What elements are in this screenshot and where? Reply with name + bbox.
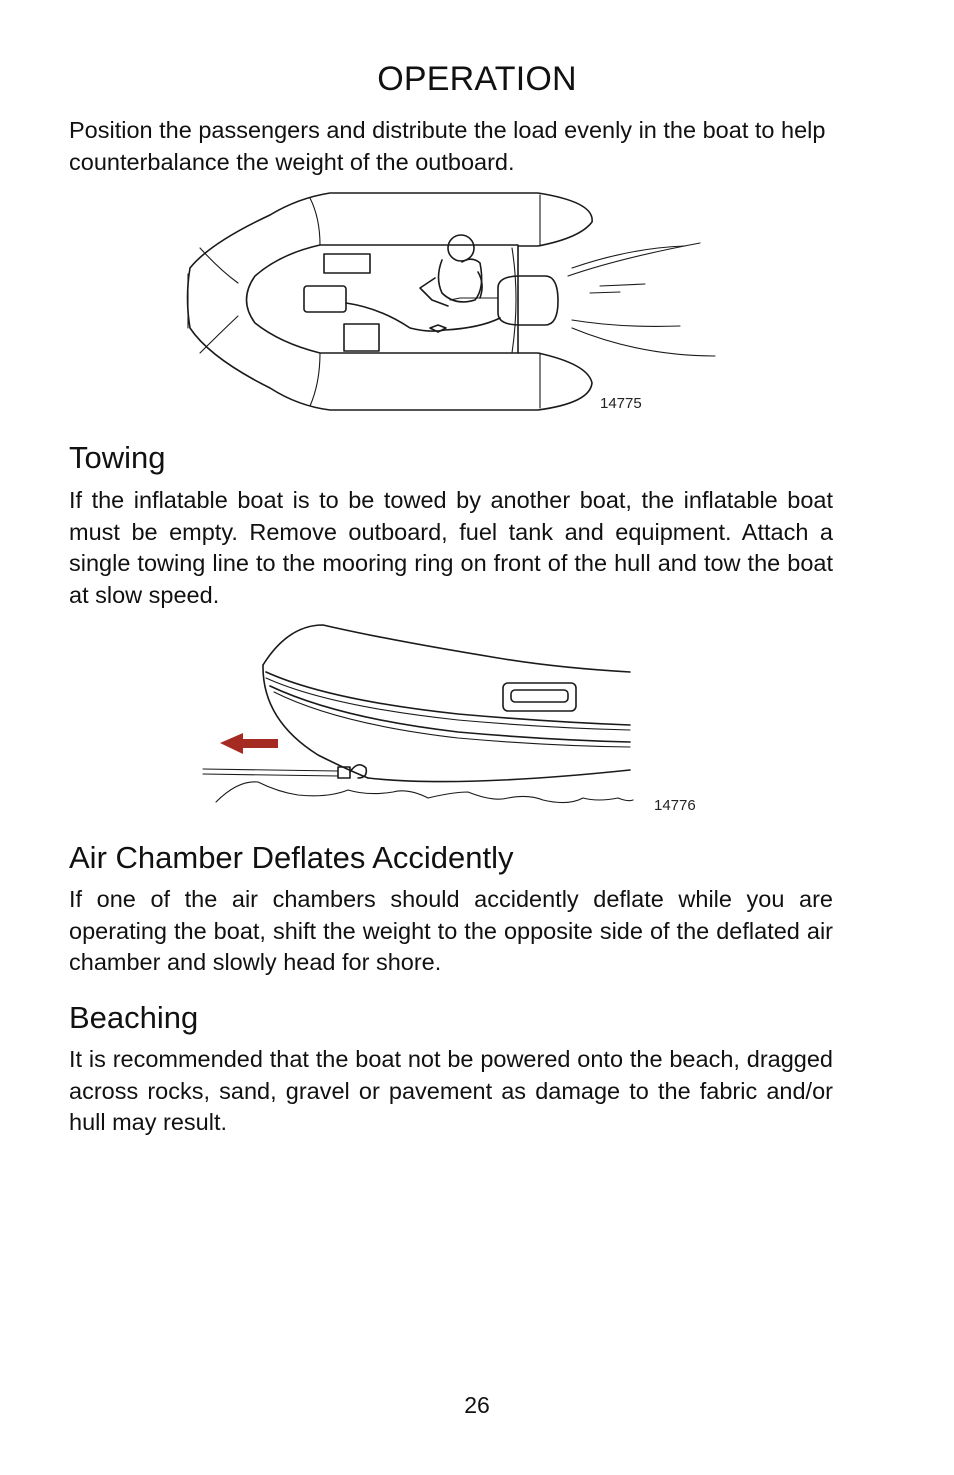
intro-paragraph: Position the passengers and distribute the load evenly in the boat to help counterbalance the weight of the outboard. (69, 117, 826, 175)
page-number: 26 (464, 1392, 490, 1418)
page-title: OPERATION (377, 60, 577, 98)
heading-air-chamber-deflates: Air Chamber Deflates Accidently (69, 840, 514, 875)
figure-number-14775: 14775 (600, 395, 642, 412)
beaching-paragraph: It is recommended that the boat not be powered onto the beach, dragged across rocks, sand, gravel or pavement as damage to the fabric and/or hull may result. (69, 1046, 833, 1136)
heading-towing: Towing (69, 440, 166, 475)
towing-bow-illustration (198, 620, 643, 815)
heading-beaching: Beaching (69, 1000, 199, 1035)
towing-paragraph: If the inflatable boat is to be towed by another boat, the inflatable boat must be empty. Remove outboard, fuel tank and equipment. Attach a single towing line to the mooring ring on front of the hull and tow the boat at slow speed. (69, 487, 833, 608)
deflate-paragraph: If one of the air chambers should accidently deflate while you are operating the boat, shift the weight to the opposite side of the deflated air chamber and slowly head for shore. (69, 886, 833, 976)
boat-top-view-illustration (180, 188, 730, 418)
figure-number-14776: 14776 (654, 797, 696, 814)
